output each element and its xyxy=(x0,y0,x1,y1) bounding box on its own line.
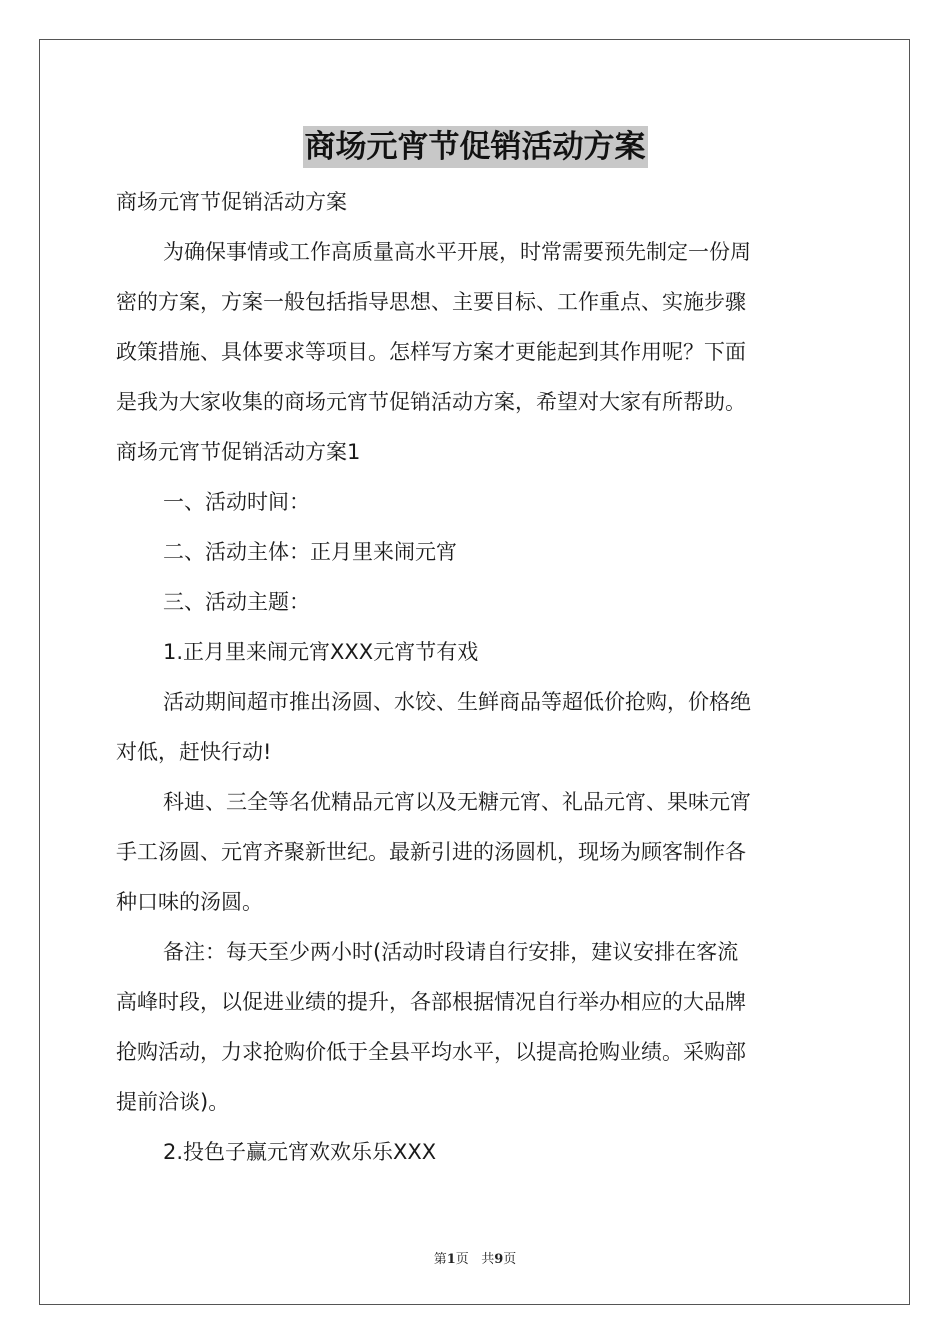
list-item: 1.正月里来闹元宵XXX元宵节有戏 xyxy=(163,640,479,664)
paragraph-line: 手工汤圆、元宵齐聚新世纪。最新引进的汤圆机，现场为顾客制作各 xyxy=(116,840,746,864)
footer-page-number: 1 xyxy=(446,1252,456,1267)
paragraph-line: 高峰时段，以促进业绩的提升，各部根据情况自行举办相应的大品牌 xyxy=(116,990,746,1014)
footer-prefix: 第 xyxy=(433,1252,447,1267)
list-item: 2.投色子赢元宵欢欢乐乐XXX xyxy=(163,1140,437,1164)
footer-page-suffix: 页 xyxy=(455,1252,469,1267)
paragraph-line: 备注：每天至少两小时(活动时段请自行安排，建议安排在客流 xyxy=(163,940,739,964)
paragraph-line: 活动期间超市推出汤圆、水饺、生鲜商品等超低价抢购，价格绝 xyxy=(163,690,751,714)
paragraph-line: 是我为大家收集的商场元宵节促销活动方案，希望对大家有所帮助。 xyxy=(116,390,746,414)
list-item: 二、活动主体：正月里来闹元宵 xyxy=(163,540,457,564)
paragraph-line: 密的方案，方案一般包括指导思想、主要目标、工作重点、实施步骤 xyxy=(116,290,746,314)
footer-total-pages: 9 xyxy=(494,1252,504,1267)
list-item: 三、活动主题： xyxy=(163,590,310,614)
paragraph-line: 政策措施、具体要求等项目。怎样写方案才更能起到其作用呢？下面 xyxy=(116,340,746,364)
paragraph-line: 抢购活动，力求抢购价低于全县平均水平，以提高抢购业绩。采购部 xyxy=(116,1040,746,1064)
document-title-container xyxy=(0,126,950,168)
paragraph-line: 种口味的汤圆。 xyxy=(116,890,263,914)
list-item: 一、活动时间： xyxy=(163,490,310,514)
footer-total-prefix: 共 xyxy=(481,1252,495,1267)
paragraph-line: 提前洽谈)。 xyxy=(116,1090,230,1114)
footer-total-suffix: 页 xyxy=(503,1252,517,1267)
document-body xyxy=(116,177,838,1177)
subtitle-line: 商场元宵节促销活动方案 xyxy=(116,190,347,214)
section-heading: 商场元宵节促销活动方案1 xyxy=(116,440,361,464)
page-footer xyxy=(0,1248,950,1267)
paragraph-line: 科迪、三全等名优精品元宵以及无糖元宵、礼品元宵、果味元宵 xyxy=(163,790,751,814)
paragraph-line: 为确保事情或工作高质量高水平开展，时常需要预先制定一份周 xyxy=(163,240,751,264)
paragraph-line: 对低，赶快行动! xyxy=(116,740,272,764)
document-title: 商场元宵节促销活动方案 xyxy=(303,126,648,168)
